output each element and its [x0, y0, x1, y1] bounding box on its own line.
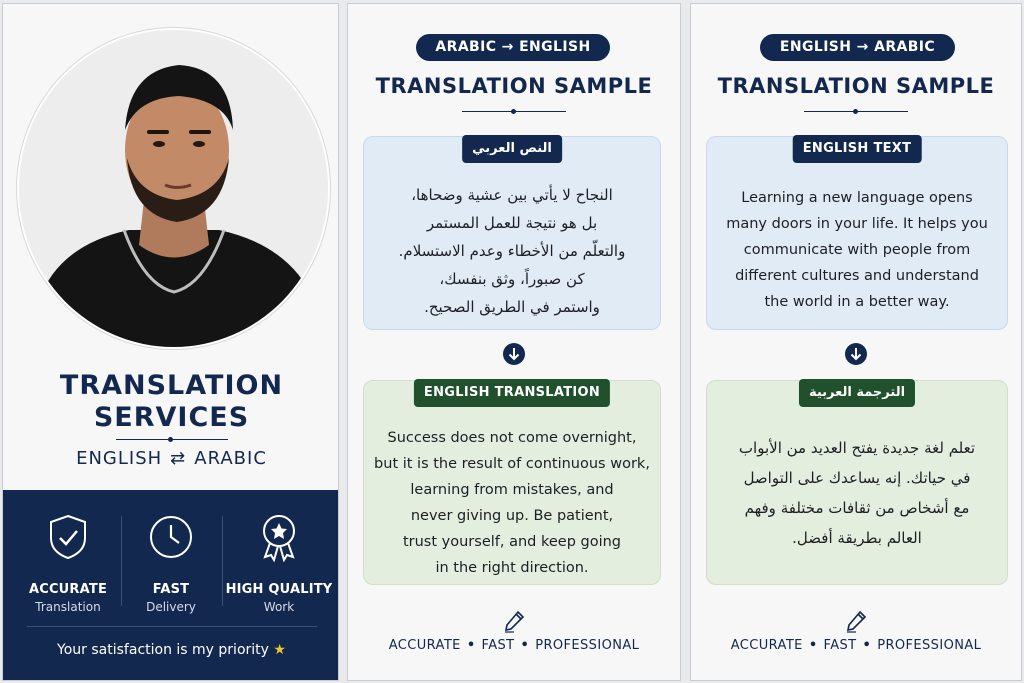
text-line: واستمر في الطريق الصحيح. [424, 298, 600, 316]
text-line: communicate with people from [743, 242, 971, 258]
clock-icon [148, 512, 194, 562]
source-tag: ENGLISH TEXT [793, 135, 922, 163]
translation-box [363, 380, 661, 585]
direction-pill: ARABIC → ENGLISH [416, 34, 610, 61]
profile-panel [2, 3, 339, 681]
source-text [364, 181, 660, 321]
text-line: Success does not come overnight, [387, 430, 637, 446]
satisfaction-note [3, 642, 339, 658]
award-ribbon-icon [256, 512, 302, 562]
quality-item: PROFESSIONAL [535, 638, 640, 653]
swap-arrows-icon: ⇄ [170, 448, 187, 469]
arrow-down-icon [845, 343, 867, 365]
shield-check-icon [45, 512, 91, 562]
quality-item: ACCURATE [388, 638, 461, 653]
quality-item: FAST [823, 638, 857, 653]
separator: • [862, 638, 872, 653]
text-line: بل هو نتيجة للعمل المستمر [426, 214, 598, 232]
quality-item: PROFESSIONAL [877, 638, 982, 653]
title-divider [116, 439, 228, 440]
sample-title: TRANSLATION SAMPLE [375, 74, 653, 98]
text-line: the world in a better way. [764, 294, 950, 310]
language-left: ENGLISH [76, 448, 163, 469]
direction-pill: ENGLISH → ARABIC [760, 34, 955, 61]
text-line: never giving up. Be patient, [410, 508, 614, 524]
services-title-line2: SERVICES [93, 402, 250, 433]
feature-sub: Translation [35, 600, 101, 614]
feature-label: HIGH QUALITY [225, 582, 333, 597]
feature-high-quality [224, 512, 334, 614]
text-line: in the right direction. [435, 560, 589, 576]
text-line: والتعلّم من الأخطاء وعدم الاستسلام. [398, 242, 626, 260]
title-divider [804, 111, 908, 112]
translation-box [706, 380, 1008, 585]
text-line: في حياتك. إنه يساعدك على التواصل [743, 469, 971, 487]
features-band [3, 490, 339, 681]
separator: • [808, 638, 818, 653]
sample-title: TRANSLATION SAMPLE [717, 74, 995, 98]
translation-text [707, 433, 1007, 553]
text-line: learning from mistakes, and [410, 482, 614, 498]
text-line: مع أشخاص من ثقافات مختلفة وفهم [744, 499, 970, 517]
feature-accurate [13, 512, 123, 614]
sample-arabic-to-english [347, 3, 681, 681]
qualities-footer [691, 638, 1021, 653]
feature-divider [222, 516, 223, 606]
feature-label: ACCURATE [28, 582, 108, 597]
feature-fast [116, 512, 226, 614]
profile-photo [17, 28, 330, 349]
text-line: كن صبوراً، وثق بنفسك، [439, 270, 585, 288]
text-line: different cultures and understand [735, 268, 979, 284]
arrow-down-icon [503, 343, 525, 365]
translation-text [364, 425, 660, 581]
quality-item: ACCURATE [730, 638, 803, 653]
pen-icon [502, 609, 526, 633]
sample-english-to-arabic [690, 3, 1022, 681]
satisfaction-text: Your satisfaction is my priority [57, 642, 269, 658]
services-title-line1: TRANSLATION [59, 370, 284, 401]
source-tag: النص العربي [462, 135, 562, 163]
text-line: trust yourself, and keep going [402, 534, 622, 550]
feature-sub: Delivery [146, 600, 196, 614]
translation-tag: ENGLISH TRANSLATION [414, 379, 610, 407]
source-text [707, 185, 1007, 315]
language-right: ARABIC [194, 448, 267, 469]
translation-tag: الترجمة العربية [799, 379, 915, 407]
quality-item: FAST [481, 638, 515, 653]
source-text-box [706, 136, 1008, 330]
text-line: Learning a new language opens [741, 190, 973, 206]
source-text-box [363, 136, 661, 330]
text-line: but it is the result of continuous work, [374, 456, 650, 472]
star-icon: ★ [273, 642, 286, 658]
feature-label: FAST [152, 582, 190, 597]
feature-sub: Work [263, 600, 295, 614]
text-line: تعلم لغة جديدة يفتح العديد من الأبواب [738, 439, 976, 457]
separator: • [520, 638, 530, 653]
text-line: many doors in your life. It helps you [726, 216, 988, 232]
pen-icon [844, 609, 868, 633]
separator: • [466, 638, 476, 653]
qualities-footer [348, 638, 680, 653]
text-line: العالم بطريقة أفضل. [792, 529, 922, 547]
band-divider [27, 626, 317, 627]
title-divider [462, 111, 566, 112]
text-line: النجاح لا يأتي بين عشية وضحاها، [411, 186, 613, 204]
language-pair [3, 448, 339, 469]
